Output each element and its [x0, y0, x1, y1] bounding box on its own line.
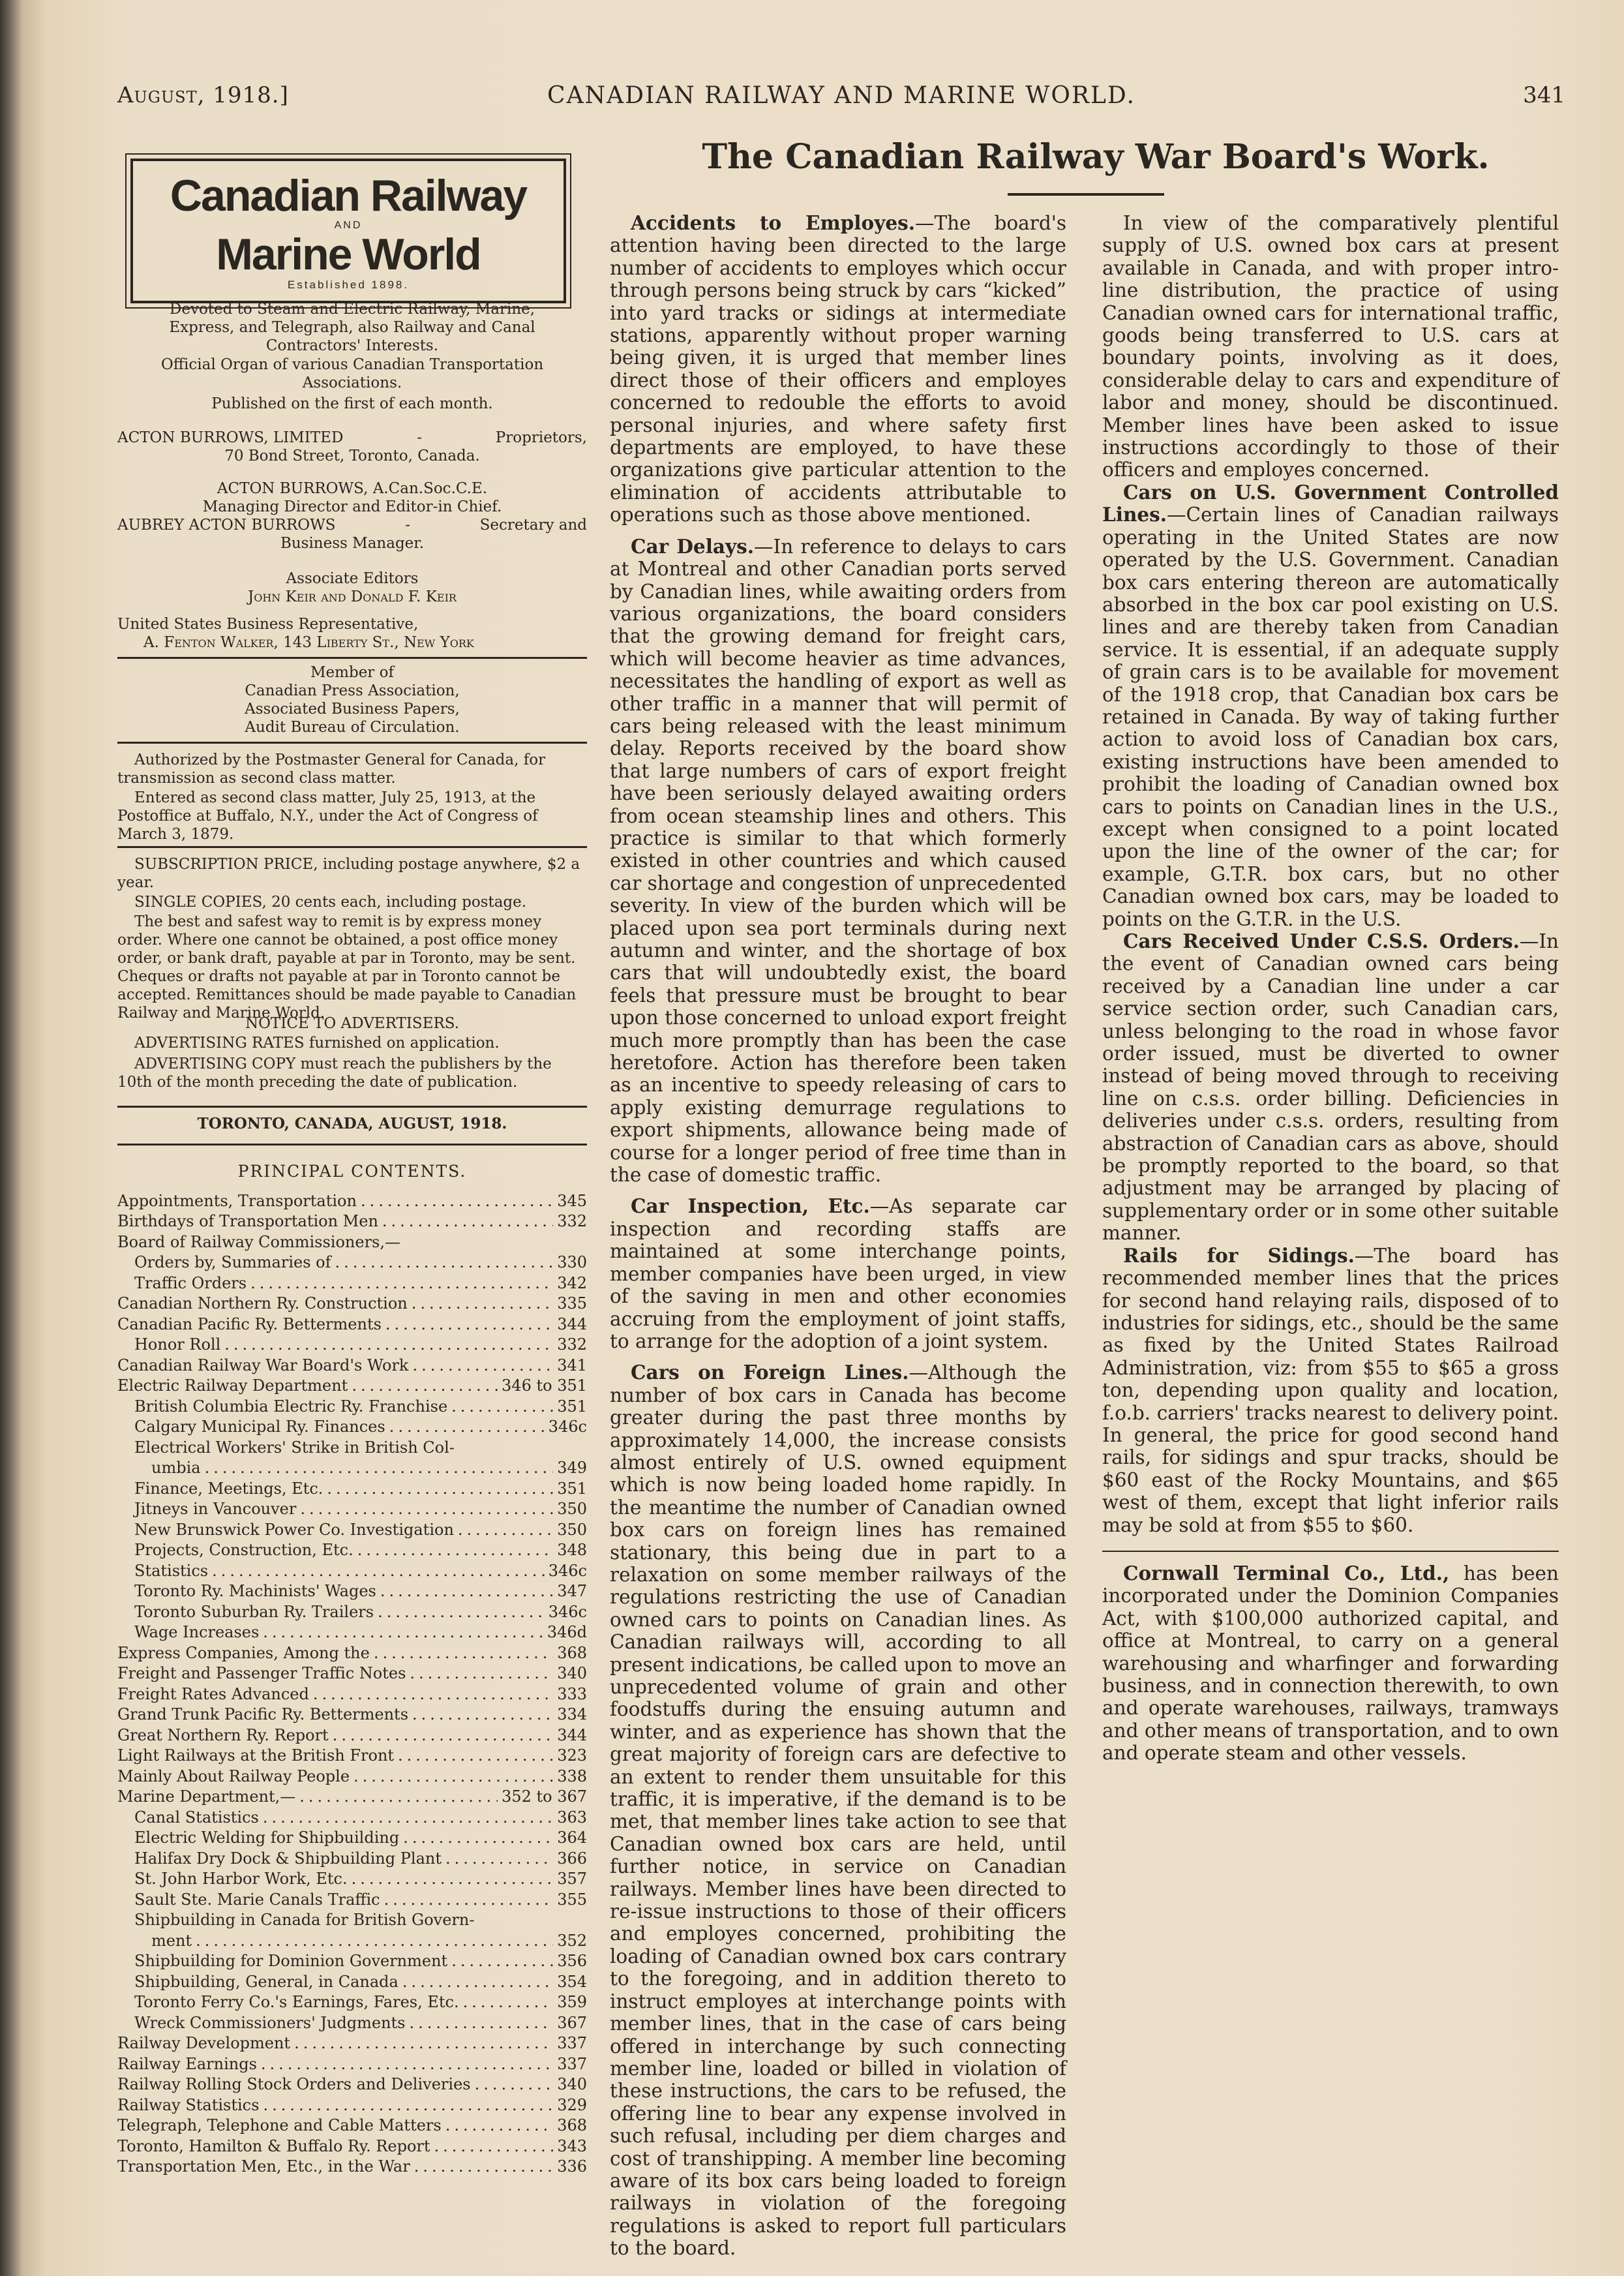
sec-dash: -: [405, 517, 410, 534]
toc-entry: [117, 1808, 587, 1828]
toc-leader-dots: [294, 2033, 553, 2054]
divider: [117, 1106, 587, 1108]
toc-entry: [117, 1520, 587, 1541]
md-role: Managing Director and Editor-in Chief.: [202, 498, 502, 515]
toc-entry: [117, 1849, 587, 1870]
toc-entry-title: Orders by, Summaries of: [134, 1253, 331, 1271]
member-2: Associated Business Papers,: [245, 701, 460, 718]
toc-leader-dots: [250, 1273, 553, 1294]
toc-leader-dots: [313, 1684, 553, 1705]
toc-leader-dots: [299, 1787, 498, 1808]
toc-leader-dots: [475, 2074, 554, 2095]
toc-entry: [117, 1910, 587, 1931]
toc-leader-dots: [384, 1890, 554, 1911]
toc-entry-title: Canal Statistics: [134, 1808, 259, 1827]
toc-entry-title: St. John Harbor Work, Etc.: [134, 1870, 348, 1888]
toc-entry: [117, 1951, 587, 1972]
car-inspection-text: —As separate car inspection and recording staffs are maintained at some interchange points, member companies have been urged, in view of the saving in men and other economies accruing from the employment of joint staffs, to arrange for the adoption of a joint system.: [610, 1195, 1067, 1352]
toc-entry-title: New Brunswick Power Co. Investigation: [134, 1520, 454, 1539]
us-rep: A. Fenton Walker, 143 Liberty St., New York: [143, 634, 474, 651]
foreign-text-2: In view of the comparatively plentiful supply of U.S. owned box cars at present available in Canada, and with proper intro-line distribution, the practice of using Canadian owned cars for international traffic, goods being transferred to U.S. cars at boundary points, involving as it does, considerable delay to cars and expenditure of labor and money, should be discontinued. Member lines have been asked to issue instructions accordingly to those of their officers and employes concerned.: [1102, 212, 1559, 481]
paragraph-rails: [1102, 1245, 1559, 1536]
toc-entry: [117, 1581, 587, 1602]
toc-entry-page: 350: [557, 1520, 587, 1539]
toc-entry-page: 340: [557, 2075, 587, 2093]
masthead-established: Established 1898.: [287, 279, 410, 291]
paragraph-foreign-lines: [610, 1361, 1066, 2259]
toc-leader-dots: [451, 1951, 553, 1972]
toc-entry-title: Canadian Railway War Board's Work: [117, 1356, 409, 1374]
toc-entry-title: Honor Roll: [134, 1335, 221, 1354]
toc-list: [117, 1191, 587, 2177]
toc-leader-dots: [434, 2136, 554, 2157]
toc-leader-dots: [412, 1705, 553, 1725]
advertising-copy: ADVERTISING COPY must reach the publishers by the 10th of the month preceding the date of publication.: [117, 1055, 552, 1091]
dateline: TORONTO, CANADA, AUGUST, 1918.: [197, 1115, 507, 1132]
toc-entry: [117, 1869, 587, 1890]
toc-leader-dots: [451, 1397, 553, 1418]
toc-title: PRINCIPAL CONTENTS.: [237, 1162, 467, 1181]
toc-leader-dots: [212, 1561, 545, 1582]
toc-leader-dots: [445, 1849, 553, 1870]
toc-entry-page: 343: [557, 2136, 587, 2155]
toc-entry-title: Wage Increases: [134, 1623, 260, 1641]
toc-leader-dots: [378, 1602, 545, 1623]
paragraph-css-orders: [1102, 930, 1559, 1245]
toc-entry: [117, 1438, 587, 1459]
toc-entry-page: 332: [557, 1335, 587, 1354]
toc-entry: [117, 1972, 587, 1993]
paragraph-us-govt: [1102, 481, 1559, 930]
divider: [117, 1144, 587, 1146]
toc-entry-title: Toronto Suburban Ry. Trailers: [134, 1602, 374, 1621]
toc-leader-dots: [196, 1931, 553, 1952]
toc-entry-title: Projects, Construction, Etc.: [134, 1541, 353, 1559]
toc-entry: [117, 1273, 587, 1294]
toc-entry-page: 341: [557, 1356, 587, 1374]
proprietor-block: [117, 429, 587, 465]
toc-entry: [117, 1684, 587, 1705]
foreign-heading: Cars on Foreign Lines.: [631, 1361, 909, 1384]
toc-entry-title: Finance, Meetings, Etc.: [134, 1479, 323, 1498]
toc-leader-dots: [357, 1540, 553, 1561]
notice-advertisers: NOTICE TO ADVERTISERS.: [245, 1015, 460, 1032]
css-heading: Cars Received Under C.S.S. Orders.: [1123, 930, 1520, 952]
toc-entry-title: Freight and Passenger Traffic Notes: [117, 1664, 406, 1682]
rails-heading: Rails for Sidings.: [1123, 1243, 1355, 1267]
toc-entry: [117, 1499, 587, 1520]
member-1: Canadian Press Association,: [245, 682, 460, 699]
toc-entry-title: Statistics: [134, 1561, 209, 1580]
toc-entry-page: 346c: [548, 1561, 587, 1580]
title-rule: [1008, 193, 1164, 196]
toc-entry: [117, 1252, 587, 1273]
proprietor-name: ACTON BURROWS, LIMITED: [117, 429, 344, 446]
toc-entry-title: Birthdays of Transportation Men: [117, 1212, 378, 1230]
toc-entry: [117, 1232, 587, 1253]
toc-entry-page: 330: [557, 1253, 587, 1271]
toc-entry-page: 349: [557, 1459, 587, 1477]
single-copies: SINGLE COPIES, 20 cents each, including postage.: [134, 894, 527, 911]
toc-entry-page: 336: [557, 2157, 587, 2176]
toc-entry-title: Toronto, Hamilton & Buffalo Ry. Report: [117, 2136, 430, 2155]
toc-entry: [117, 2033, 587, 2054]
toc-leader-dots: [300, 1499, 553, 1520]
toc-entry-title: Canadian Northern Ry. Construction: [117, 1294, 408, 1312]
toc-entry-title: Appointments, Transportation: [117, 1191, 357, 1210]
md-block: [117, 479, 587, 516]
toc-entry-title: Electrical Workers' Strike in British Col-: [134, 1438, 455, 1457]
toc-entry-page: 329: [557, 2095, 587, 2114]
toc-entry-page: 354: [557, 1972, 587, 1991]
toc-entry-page: 351: [557, 1479, 587, 1498]
toc-entry-page: 367: [557, 2013, 587, 2032]
toc-entry: [117, 1705, 587, 1725]
toc-entry: [117, 1376, 587, 1397]
toc-entry: [117, 1479, 587, 1500]
toc-entry: [117, 2157, 587, 2177]
toc-entry-title: Toronto Ry. Machinists' Wages: [134, 1582, 376, 1600]
car-delays-text: —In reference to delays to cars at Montreal and other Canadian ports served by Canadian lines, while awaiting orders from various organizations, the board considers that the growing demand for freight cars, which will become heavier as time advances, necessitates the handling of export as well as other traffic in a manner that will permit of cars being released with the least minimum delay. Reports received by the board show that large numbers of cars of export freight have been seriously delayed awaiting orders from ocean steamship lines and others. This practice is similar to that which formerly existed in other countries and which caused car shortage and congestion of unprecedented severity. In view of the burden which will be placed upon sea port terminals during next autumn and winter, and the shortage of box cars that will undoubtedly exist, the board feels that pressure must be brought to bear upon those concerned to unload export freight much more promptly than has been the case heretofore. Action has therefore been taken as an incentive to speedy releasing of cars to apply existing demurrage regulations to export shipments, allowance being made of course for a longer period of free time than in the case of domestic traffic.: [610, 535, 1066, 1187]
toc-entry-page: 344: [557, 1725, 587, 1744]
toc-entry-page: 346c: [548, 1418, 587, 1436]
toc-leader-dots: [463, 1992, 554, 2013]
toc-entry: [117, 1643, 587, 1664]
toc-leader-dots: [410, 2013, 554, 2034]
toc-leader-dots: [353, 1767, 553, 1787]
toc-entry-title: Sault Ste. Marie Canals Traffic: [134, 1890, 380, 1909]
toc-entry-title: Electric Railway Department: [117, 1376, 348, 1395]
sec-role2: Business Manager.: [280, 535, 425, 552]
toc-leader-dots: [333, 1725, 553, 1746]
entered-notice: Entered as second class matter, July 25, 1913, at the Postoffice at Buffalo, N.Y., under the Act of Congress of March 3, 1879.: [117, 789, 538, 843]
toc-entry-page: 346d: [547, 1623, 587, 1641]
toc-leader-dots: [414, 2157, 553, 2177]
toc-entry: [117, 1561, 587, 1582]
cornwall-text: has been incorporated under the Dominion Companies Act, with $100,000 authorized capital, and office at Montreal, to carry on a general warehousing and wharfinger and forwarding business, and in connection therewith, to own and operate warehouses, railways, tramways and other means of transportation, and to own and operate steam and other vessels.: [1102, 1562, 1559, 1765]
toc-entry: [117, 1314, 587, 1335]
toc-entry-page: 338: [557, 1767, 587, 1785]
toc-entry-page: 335: [557, 1294, 587, 1312]
toc-entry: [117, 1211, 587, 1232]
toc-leader-dots: [374, 1643, 553, 1664]
associate-editors: [117, 569, 587, 606]
toc-leader-dots: [335, 1252, 553, 1273]
toc-entry: [117, 2013, 587, 2034]
subscription-price: SUBSCRIPTION PRICE, including postage anywhere, $2 a year.: [117, 856, 580, 891]
toc-entry-page: 337: [557, 2054, 587, 2073]
toc-leader-dots: [352, 1869, 554, 1890]
toc-entry-page: 333: [557, 1684, 587, 1703]
paragraph-accidents: [610, 212, 1066, 526]
toc-entry-title: Canadian Pacific Ry. Betterments: [117, 1314, 382, 1333]
toc-entry-title: Board of Railway Commissioners,—: [117, 1232, 400, 1251]
toc-entry-title: Railway Statistics: [117, 2095, 260, 2114]
toc-entry: [117, 1746, 587, 1767]
toc-entry-page: 363: [557, 1808, 587, 1827]
toc-leader-dots: [385, 1314, 553, 1335]
proprietor-address: 70 Bond Street, Toronto, Canada.: [224, 448, 480, 464]
toc-leader-dots: [389, 1417, 545, 1438]
rails-text: —The board has recommended member lines that the prices for second hand relaying rails, disposed of to industries for sidings, etc., should be the same as fixed by the United States Railroad Administration, viz: from $55 to $65 a gross ton, depending upon quality and location, f.o.b. carriers' tracks nearest to delivery point. In general, the price for good second hand rails, for sidings and spur tracks, should be $60 east of the Rocky Mountains, and $65 west of them, except that light inferior rails may be sold at from $55 to $60.: [1102, 1244, 1559, 1536]
toc-leader-dots: [352, 1376, 498, 1397]
toc-entry-title: Telegraph, Telephone and Cable Matters: [117, 2116, 442, 2134]
car-delays-heading: Car Delays.: [631, 534, 755, 558]
css-text: —In the event of Canadian owned cars being received by a Canadian line under a car service section order, such Canadian cars, unless belonging to the road in whose favor order issued, must be diverted to owner instead of being moved through to receiving line on c.s.s. order billing. Deficiencies in deliveries under c.s.s. orders, resulting from abstraction of Canadian cars as above, should be promptly reported to the board, so that adjustment may be arranged by placing of supplementary order or in some other suitable manner.: [1102, 930, 1559, 1245]
toc-leader-dots: [263, 1808, 553, 1828]
page-number: 341: [1523, 82, 1565, 108]
car-inspection-heading: Car Inspection, Etc.: [631, 1194, 870, 1218]
accidents-heading: Accidents to Employes.: [631, 211, 915, 234]
toc-entry-page: 332: [557, 1212, 587, 1230]
toc-entry: [117, 1767, 587, 1787]
divider: [117, 742, 587, 744]
toc-entry-title: umbia: [151, 1459, 201, 1477]
article-column-1: [610, 212, 1066, 2260]
toc-entry-title: Toronto Ferry Co.'s Earnings, Fares, Etc.: [134, 1993, 459, 2011]
proprietor-dash: -: [417, 429, 422, 446]
toc-entry: [117, 2095, 587, 2116]
toc-entry-title: Shipbuilding for Dominion Government: [134, 1952, 448, 1970]
toc-entry: [117, 1397, 587, 1418]
table-of-contents: [117, 1161, 587, 2177]
toc-leader-dots: [445, 2116, 553, 2136]
toc-entry: [117, 2054, 587, 2075]
toc-leader-dots: [398, 1746, 553, 1767]
toc-entry-page: 334: [557, 1705, 587, 1723]
toc-entry: [117, 1992, 587, 2013]
toc-entry-page: 350: [557, 1500, 587, 1518]
toc-entry-title: Shipbuilding in Canada for British Govern-: [134, 1911, 475, 1929]
toc-leader-dots: [412, 1356, 553, 1376]
toc-entry: [117, 1725, 587, 1746]
toc-entry-title: Marine Department,—: [117, 1787, 296, 1806]
advertising-rates: ADVERTISING RATES furnished on application.: [134, 1035, 500, 1052]
devoted-text: Devoted to Steam and Electric Railway, Marine, Express, and Telegraph, also Railway and Canal Contractors' Interests.: [169, 301, 535, 354]
foreign-text: —Although the number of box cars in Canada has become greater during the past three months by approximately 14,000, the increase consists almost entirely of U.S. owned equipment which is now being loaded home rapidly. In the meantime the number of Canadian owned box cars on foreign lines has remained stationary, this being due in part to a relaxation on some member railways of the regulations restricting the use of Canadian owned cars to points on Canadian lines. As Canadian railways will, according to all present indications, be called upon to move an unprecedented volume of grain and other foodstuffs during the ensuing autumn and winter, and as experience has shown that the great majority of foreign cars are defective to an extent to render them unsuitable for this traffic, it is imperative, if the demand is to be met, that member lines take action to see that Canadian owned box cars are held, until further notice, in service on Canadian railways. Member lines have been directed to re-issue instructions to those of their officers and employes concerned, prohibiting the loading of Canadian owned box cars contrary to the foregoing, and in addition thereto to instruct employes at interchange points with member lines, that in the case of cars being offered in interchange by such connecting member line, loaded or billed in violation of these instructions, the cars to be refused, the offering line to bear any expense involved in such refusal, including per diem charges and cost of transhipping. A member line becoming aware of its box cars being loaded to foreign railways in violation of the foregoing regulations is asked to report full particulars to the board.: [610, 1361, 1066, 2260]
toc-entry: [117, 1191, 587, 1212]
toc-entry-page: 345: [557, 1191, 587, 1210]
remittance-note: The best and safest way to remit is by express money order. Where one cannot be obtained, a post office money order, or bank draft, payable at par in Toronto, may be sent. Cheques or drafts not payable at par in Toronto cannot be accepted. Remittances should be made payable to Canadian Railway and Marine World.: [117, 913, 577, 1022]
assoc-label: Associate Editors: [286, 570, 419, 587]
toc-entry-title: Traffic Orders: [134, 1273, 247, 1292]
toc-leader-dots: [402, 1972, 553, 1993]
article-column-2: [1102, 212, 1559, 1765]
toc-entry-page: 352: [557, 1931, 587, 1950]
toc-entry-title: Great Northern Ry. Report: [117, 1725, 329, 1744]
toc-leader-dots: [458, 1520, 553, 1541]
toc-entry: [117, 2136, 587, 2157]
toc-entry-title: Transportation Men, Etc., in the War: [117, 2157, 410, 2176]
toc-entry-page: 346c: [548, 1602, 587, 1621]
toc-entry-page: 344: [557, 1314, 587, 1333]
toc-entry-title: Express Companies, Among the: [117, 1643, 370, 1662]
toc-entry: [117, 1602, 587, 1623]
toc-entry-page: 356: [557, 1952, 587, 1970]
toc-entry-page: 364: [557, 1828, 587, 1847]
us-govt-text: —Certain lines of Canadian railways operating in the United States are now operated by the U.S. Government. Canadian box cars entering thereon are automatically absorbed in the box car pool existing on U.S. lines and are thereby taken from Canadian service. It is essential, if an adequate supply of grain cars is to be available for movement of the 1918 crop, that Canadian box cars be retained in Canada. By way of taking further action to avoid loss of Canadian box cars, existing instructions have been amended to prohibit the loading of Canadian owned box cars to points on Canadian lines in the U.S., except when consigned to a point located upon the line of the owner of the car; for example, G.T.R. box cars, but no other Canadian owned box cars, may be loaded to points on the G.T.R. in the U.S.: [1102, 504, 1559, 930]
toc-leader-dots: [205, 1458, 554, 1479]
toc-entry-page: 346 to 351: [502, 1376, 587, 1395]
us-govt-heading: Cars on U.S. Government Controlled Lines.: [1102, 480, 1559, 526]
toc-entry-title: Jitneys in Vancouver: [134, 1500, 297, 1518]
member-label: Member of: [310, 664, 394, 681]
paragraph-car-inspection: [610, 1195, 1066, 1352]
toc-entry: [117, 1458, 587, 1479]
toc-leader-dots: [382, 1211, 553, 1232]
divider: [117, 657, 587, 659]
md-name: ACTON BURROWS, A.Can.Soc.C.E.: [217, 480, 488, 497]
toc-entry-page: 347: [557, 1582, 587, 1600]
toc-leader-dots: [412, 1294, 553, 1314]
sec-name: AUBREY ACTON BURROWS: [117, 517, 336, 534]
toc-entry-page: 357: [557, 1870, 587, 1888]
toc-entry-title: ment: [151, 1931, 192, 1950]
toc-leader-dots: [327, 1479, 553, 1500]
publication-schedule: Published on the first of each month.: [211, 395, 493, 412]
toc-entry-title: Light Railways at the British Front: [117, 1746, 395, 1765]
toc-entry-page: 337: [557, 2034, 587, 2052]
toc-entry-title: British Columbia Electric Ry. Franchise: [134, 1397, 448, 1416]
masthead-line1: Canadian Railway: [170, 171, 527, 220]
issue-date: August, 1918.]: [117, 82, 289, 108]
toc-leader-dots: [224, 1335, 553, 1356]
toc-entry-title: Halifax Dry Dock & Shipbuilding Plant: [134, 1849, 442, 1868]
divider: [1102, 1551, 1559, 1552]
member-3: Audit Bureau of Circulation.: [245, 719, 460, 736]
assoc-names: John Keir and Donald F. Keir: [248, 588, 457, 605]
toc-entry-title: Calgary Municipal Ry. Finances: [134, 1418, 385, 1436]
toc-entry: [117, 1622, 587, 1643]
toc-leader-dots: [410, 1663, 553, 1684]
proprietor-role: Proprietors,: [495, 429, 587, 446]
journal-name: CANADIAN RAILWAY AND MARINE WORLD.: [547, 82, 1135, 109]
toc-entry-page: 366: [557, 1849, 587, 1868]
toc-leader-dots: [361, 1191, 553, 1212]
toc-entry: [117, 1890, 587, 1911]
toc-entry: [117, 1663, 587, 1684]
toc-entry-page: 355: [557, 1890, 587, 1909]
toc-entry-title: Railway Rolling Stock Orders and Deliveries: [117, 2075, 471, 2093]
cornwall-heading: Cornwall Terminal Co., Ltd.,: [1123, 1561, 1450, 1585]
authorized-notice: Authorized by the Postmaster General for Canada, for transmission as second class matter.: [117, 751, 546, 787]
toc-leader-dots: [263, 2095, 553, 2116]
toc-entry-page: 340: [557, 1664, 587, 1682]
toc-leader-dots: [403, 1828, 553, 1849]
toc-entry: [117, 2116, 587, 2136]
toc-entry: [117, 1356, 587, 1376]
toc-entry: [117, 1787, 587, 1808]
toc-leader-dots: [261, 2054, 553, 2075]
toc-entry-title: Electric Welding for Shipbuilding: [134, 1828, 400, 1847]
accidents-text: —The board's attention having been directed to the large number of accidents to employes which occur through persons being struck by cars “kicked” into yard tracks or sidings at intermediate stations, apparently without proper warning being given, it is urged that member lines direct those of their officers and employes concerned to redouble the efforts to avoid personal injuries, and where safety first departments are employed, to have these organizations give particular attention to the elimination of accidents attributable to operations such as those above mentioned.: [610, 212, 1066, 526]
toc-entry-page: 359: [557, 1993, 587, 2011]
us-representative: [117, 615, 587, 652]
toc-entry-title: Grand Trunk Pacific Ry. Betterments: [117, 1705, 409, 1723]
running-head: [117, 82, 1565, 115]
toc-entry-title: Freight Rates Advanced: [117, 1684, 309, 1703]
toc-entry-page: 342: [557, 1273, 587, 1292]
us-rep-label: United States Business Representative,: [117, 616, 419, 633]
official-organ: Official Organ of various Canadian Transportation Associations.: [160, 356, 544, 391]
membership: [117, 663, 587, 736]
toc-entry: [117, 1828, 587, 1849]
toc-leader-dots: [380, 1581, 553, 1602]
divider: [117, 846, 587, 848]
secretary-block: [117, 516, 587, 553]
toc-entry: [117, 1417, 587, 1438]
toc-entry-page: 368: [557, 2116, 587, 2134]
toc-entry-page: 351: [557, 1397, 587, 1416]
toc-entry-page: 368: [557, 1643, 587, 1662]
masthead-and: AND: [334, 220, 363, 231]
toc-entry-title: Railway Earnings: [117, 2054, 257, 2073]
paragraph-cornwall: [1102, 1562, 1559, 1765]
masthead-line2: Marine World: [216, 230, 481, 279]
toc-entry: [117, 1931, 587, 1952]
toc-entry-title: Mainly About Railway People: [117, 1767, 350, 1785]
toc-entry-title: Railway Development: [117, 2034, 291, 2052]
toc-entry-page: 348: [557, 1541, 587, 1559]
paragraph-foreign-lines-2: [1102, 212, 1559, 481]
toc-entry-title: Wreck Commissioners' Judgments: [134, 2013, 406, 2032]
toc-entry-title: Shipbuilding, General, in Canada: [134, 1972, 398, 1991]
paragraph-car-delays: [610, 536, 1066, 1187]
toc-entry-page: 352 to 367: [502, 1787, 587, 1806]
masthead-logo: [130, 159, 566, 303]
article-title: The Canadian Railway War Board's Work.: [702, 137, 1490, 177]
toc-entry: [117, 1335, 587, 1356]
toc-entry: [117, 1294, 587, 1314]
sec-role: Secretary and: [479, 517, 587, 534]
toc-entry: [117, 2074, 587, 2095]
toc-entry: [117, 1540, 587, 1561]
toc-entry-page: 323: [557, 1746, 587, 1765]
toc-leader-dots: [263, 1622, 543, 1643]
